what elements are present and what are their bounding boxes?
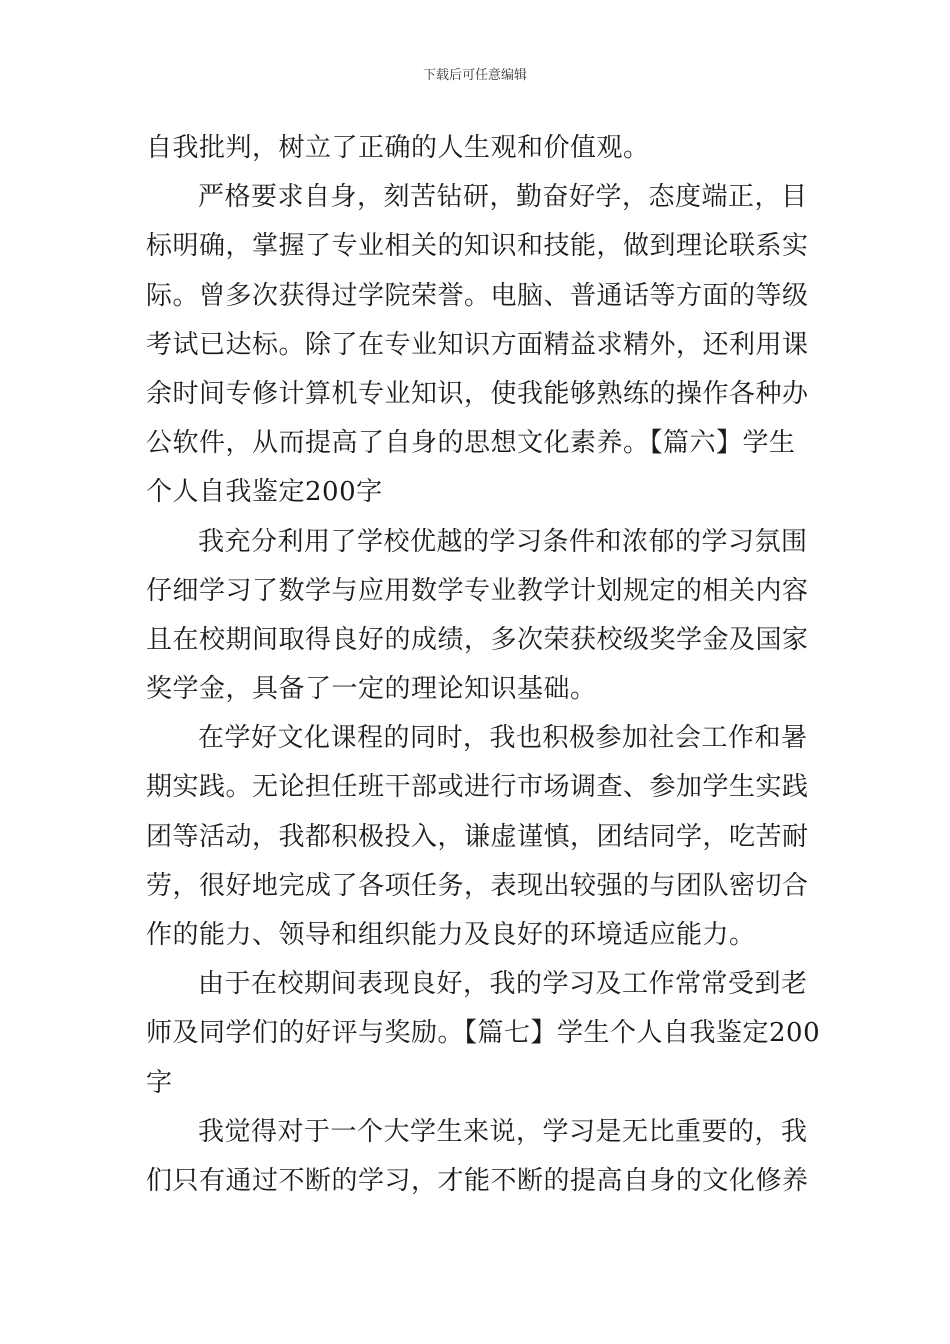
text-line: 余时间专修计算机专业知识，使我能够熟练的操作各种办 [146, 378, 809, 409]
text-line: 师及同学们的好评与奖励。【篇七】学生个人自我鉴定200 [146, 1018, 821, 1049]
text-line: 作的能力、领导和组织能力及良好的环境适应能力。 [146, 920, 756, 950]
text-line: 在学好文化课程的同时，我也积极参加社会工作和暑 [198, 723, 808, 754]
text-line: 仔细学习了数学与应用数学专业教学计划规定的相关内容 [146, 575, 809, 606]
text-line: 公软件，从而提高了自身的思想文化素养。【篇六】学生 [146, 428, 796, 459]
text-line: 期实践。无论担任班干部或进行市场调查、参加学生实践 [146, 772, 809, 803]
text-line: 劳，很好地完成了各项任务，表现出较强的与团队密切合 [146, 870, 809, 901]
text-line: 考试已达标。除了在专业知识方面精益求精外，还利用课 [146, 329, 809, 360]
document-body [146, 124, 821, 1206]
text-line: 们只有通过不断的学习，才能不断的提高自身的文化修养 [146, 1165, 809, 1196]
text-line: 且在校期间取得良好的成绩，多次荣获校级奖学金及国家 [146, 624, 809, 655]
text-line: 我充分利用了学校优越的学习条件和浓郁的学习氛围 [198, 526, 808, 557]
text-line: 标明确，掌握了专业相关的知识和技能，做到理论联系实 [146, 231, 809, 262]
page-header: 下载后可任意编辑 [422, 68, 527, 83]
text-line: 际。曾多次获得过学院荣誉。电脑、普通话等方面的等级 [146, 280, 809, 311]
text-line: 团等活动，我都积极投入，谦虚谨慎，团结同学，吃苦耐 [146, 821, 809, 852]
text-line: 由于在校期间表现良好，我的学习及工作常常受到老 [198, 969, 808, 1000]
text-line: 严格要求自身，刻苦钻研，勤奋好学，态度端正，目 [198, 182, 808, 213]
text-line: 个人自我鉴定200字 [146, 477, 383, 508]
text-line: 字 [146, 1067, 173, 1098]
text-line: 自我批判，树立了正确的人生观和价值观。 [146, 133, 650, 163]
text-line: 奖学金，具备了一定的理论知识基础。 [146, 674, 597, 705]
text-line: 我觉得对于一个大学生来说，学习是无比重要的，我 [198, 1116, 808, 1147]
